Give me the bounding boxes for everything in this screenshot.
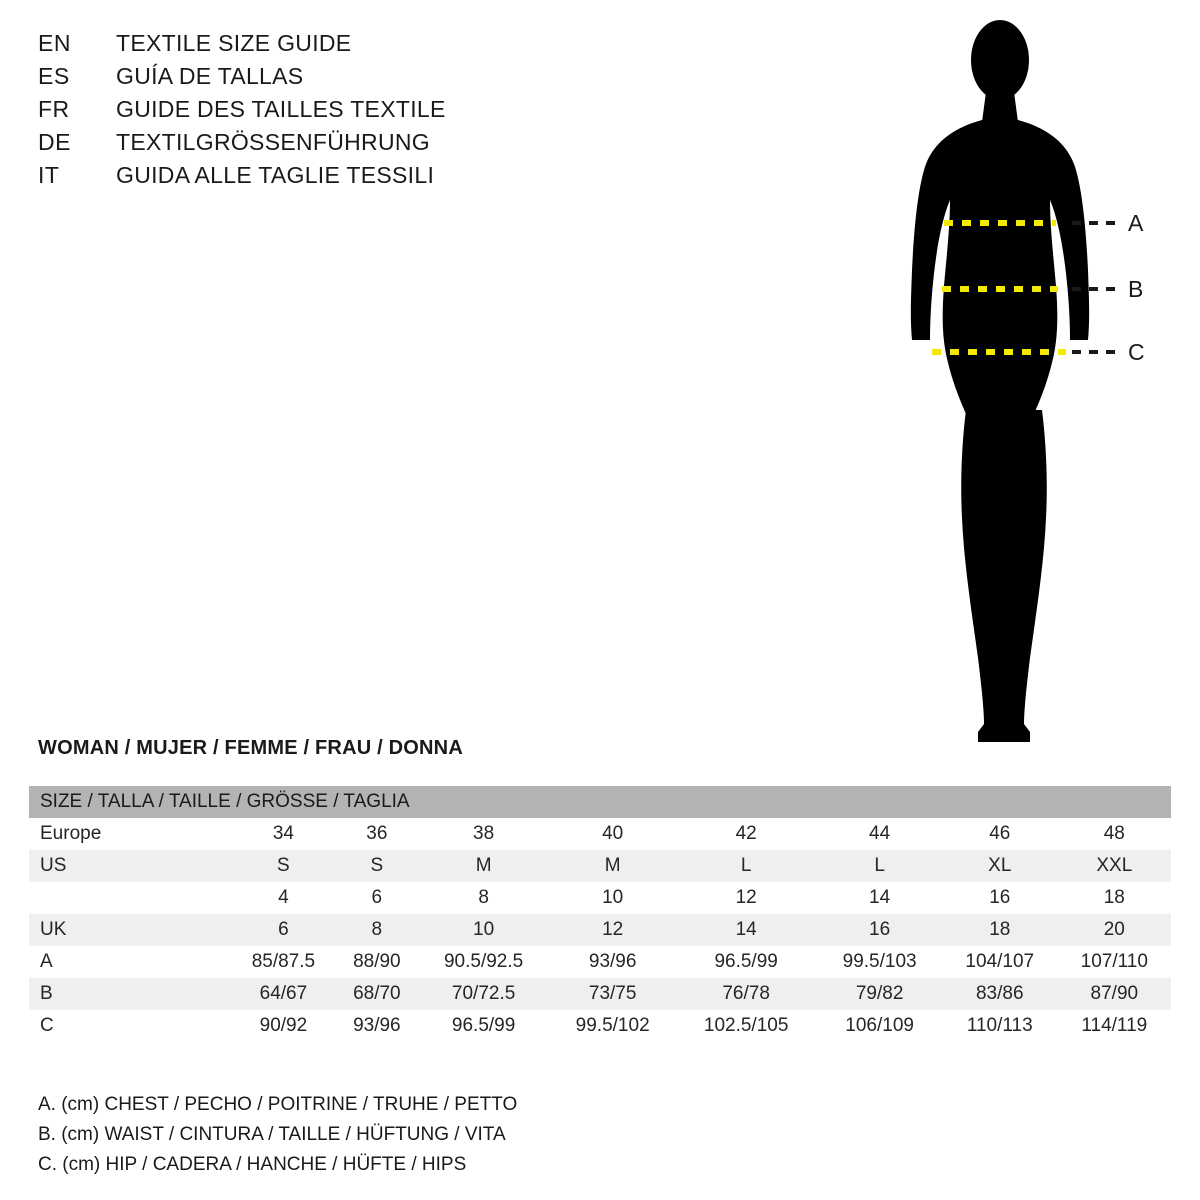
cell: 12: [735, 887, 757, 908]
cell: 4: [278, 887, 289, 908]
footnote-chest: A. (cm) CHEST / PECHO / POITRINE / TRUHE / PETTO: [38, 1094, 518, 1115]
cell: 6: [278, 919, 289, 940]
cell: L: [740, 855, 752, 876]
title-row: [38, 63, 678, 96]
cell: M: [604, 855, 621, 876]
cell: 70/72.5: [451, 983, 516, 1004]
cell: 106/109: [845, 1015, 914, 1036]
waist-leader-line: [1072, 287, 1120, 291]
cell: S: [370, 855, 384, 876]
title-lang-code: IT: [38, 162, 60, 188]
title-row: [38, 96, 678, 129]
row-label: UK: [40, 919, 67, 940]
title-lang-code: FR: [38, 96, 70, 122]
size-table: [29, 786, 1171, 1042]
cell: 14: [735, 919, 757, 940]
cell: 73/75: [588, 983, 637, 1004]
cell: M: [475, 855, 492, 876]
cell: L: [874, 855, 885, 876]
row-label: A: [40, 951, 53, 972]
title-row: [38, 30, 678, 63]
table-header-row: [29, 786, 1171, 818]
row-label: Europe: [40, 823, 102, 844]
title-text: GUIDA ALLE TAGLIE TESSILI: [116, 162, 435, 188]
table-row: [29, 978, 1171, 1010]
cell: 85/87.5: [251, 951, 316, 972]
title-text: GUÍA DE TALLAS: [116, 63, 304, 89]
cell: 79/82: [855, 983, 904, 1004]
cell: 83/86: [975, 983, 1024, 1004]
cell: 68/70: [353, 983, 401, 1004]
cell: 46: [989, 823, 1011, 844]
cell: 8: [478, 887, 489, 908]
title-text: TEXTILGRÖSSENFÜHRUNG: [116, 129, 430, 155]
cell: 16: [869, 919, 891, 940]
cell: 16: [989, 887, 1011, 908]
title-block: [38, 30, 678, 195]
footnotes: [38, 1090, 938, 1180]
cell: 44: [869, 823, 891, 844]
cell: S: [277, 855, 290, 876]
hip-leader-line: [1072, 350, 1120, 354]
cell: 107/110: [1080, 951, 1148, 972]
cell: 42: [735, 823, 757, 844]
female-body-silhouette-icon: [860, 18, 1190, 758]
cell: 96.5/99: [451, 1015, 516, 1036]
cell: 6: [371, 887, 383, 908]
cell: 40: [602, 823, 624, 844]
cell: 64/67: [259, 983, 308, 1004]
table-header-label: SIZE / TALLA / TAILLE / GRÖSSE / TAGLIA: [40, 791, 410, 812]
cell: 18: [989, 919, 1011, 940]
table-row: [29, 1010, 1171, 1042]
table-row: [29, 946, 1171, 978]
footnote-hip: C. (cm) HIP / CADERA / HANCHE / HÜFTE / HIPS: [38, 1154, 467, 1175]
cell: XL: [988, 855, 1012, 876]
title-lang-code: ES: [38, 63, 70, 89]
cell: 99.5/102: [575, 1015, 650, 1036]
table-row: [29, 850, 1171, 882]
cell: XXL: [1096, 855, 1133, 876]
footnote-waist: B. (cm) WAIST / CINTURA / TAILLE / HÜFTUNG / VITA: [38, 1124, 506, 1145]
title-lang-code: DE: [38, 129, 71, 155]
table-row: [29, 914, 1171, 946]
table-row: [29, 882, 1171, 914]
cell: 90/92: [259, 1015, 308, 1036]
marker-label-a: A: [1128, 210, 1144, 236]
cell: 76/78: [722, 983, 770, 1004]
title-text: TEXTILE SIZE GUIDE: [116, 30, 352, 56]
marker-label-b: B: [1128, 276, 1144, 302]
row-label: [29, 882, 230, 914]
title-text: GUIDE DES TAILLES TEXTILE: [116, 96, 446, 122]
cell: 104/107: [965, 951, 1035, 972]
cell: 87/90: [1090, 983, 1139, 1004]
body-figure: [860, 18, 1190, 758]
cell: 93/96: [353, 1015, 401, 1036]
cell: 110/113: [966, 1015, 1033, 1036]
cell: 102.5/105: [703, 1015, 789, 1036]
section-title-woman: WOMAN / MUJER / FEMME / FRAU / DONNA: [38, 737, 463, 759]
cell: 20: [1103, 919, 1125, 940]
row-label: B: [40, 983, 53, 1004]
cell: 38: [473, 823, 495, 844]
chest-leader-line: [1072, 221, 1120, 225]
title-row: [38, 129, 678, 162]
cell: 10: [602, 887, 624, 908]
cell: 96.5/99: [714, 951, 778, 972]
cell: 14: [869, 887, 891, 908]
row-label: C: [40, 1015, 54, 1036]
marker-label-c: C: [1128, 339, 1145, 365]
cell: 88/90: [353, 951, 401, 972]
cell: 34: [272, 823, 294, 844]
title-row: [38, 162, 678, 195]
row-label: US: [40, 855, 67, 876]
cell: 93/96: [588, 951, 637, 972]
cell: 48: [1103, 823, 1125, 844]
cell: 10: [473, 919, 495, 940]
cell: 99.5/103: [842, 951, 917, 972]
cell: 36: [366, 823, 388, 844]
cell: 114/119: [1081, 1015, 1148, 1036]
cell: 18: [1103, 887, 1125, 908]
cell: 8: [371, 919, 383, 940]
table-row: [29, 818, 1171, 850]
title-lang-code: EN: [38, 30, 71, 56]
cell: 12: [602, 919, 624, 940]
cell: 90.5/92.5: [443, 951, 524, 972]
